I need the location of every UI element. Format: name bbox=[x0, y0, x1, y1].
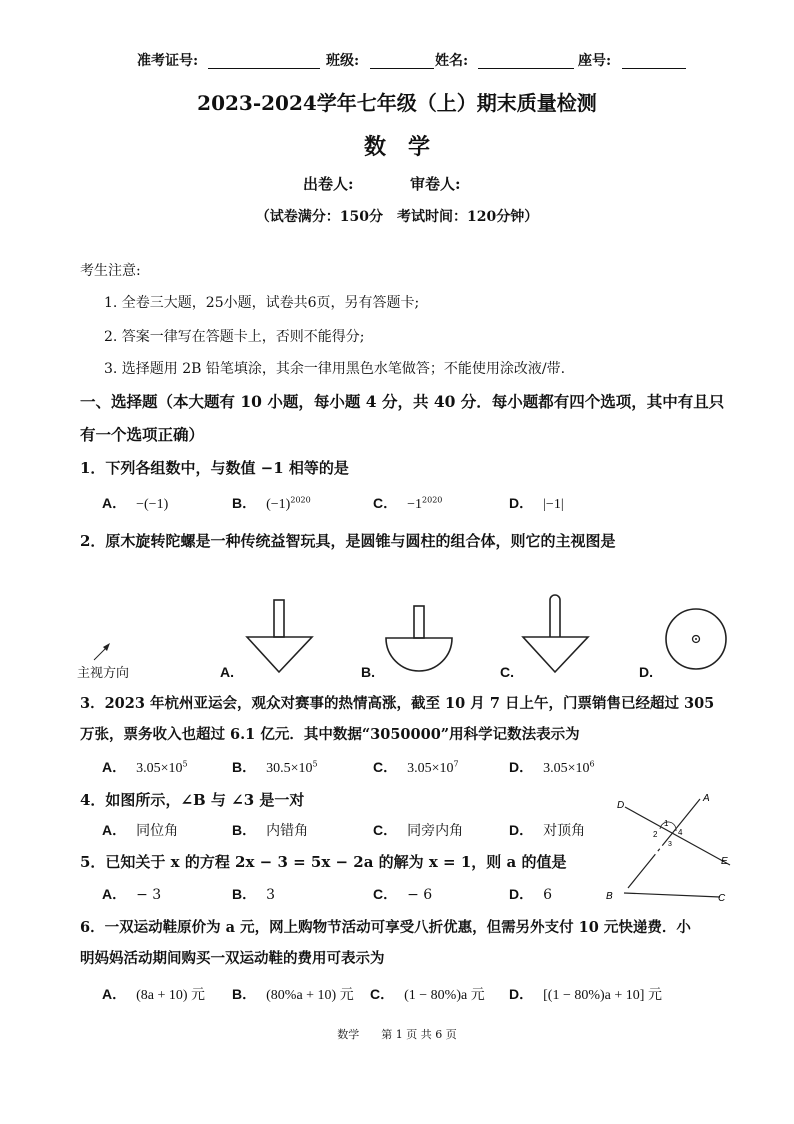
question-4-figure bbox=[600, 785, 750, 910]
option-c[interactable]: C． − 6 bbox=[373, 886, 433, 903]
notice-item: 2. 答案一律写在答题卡上，否则不能得分; bbox=[104, 329, 365, 345]
class-label: 班级: bbox=[326, 53, 360, 69]
point-label-d: D bbox=[617, 800, 625, 811]
exam-id-field[interactable] bbox=[208, 68, 320, 69]
option-b-label[interactable]: B. bbox=[361, 664, 375, 680]
option-a[interactable]: A． −(−1) bbox=[102, 495, 169, 512]
angle-label-3: 3 bbox=[668, 841, 672, 848]
subject-title: 数 学 bbox=[363, 134, 430, 160]
option-a[interactable]: A． $3.05\times 10^5$ bbox=[102, 759, 188, 776]
seat-field[interactable] bbox=[622, 68, 686, 69]
option-d-figure[interactable] bbox=[666, 609, 726, 669]
option-a[interactable]: A． − 3 bbox=[102, 886, 162, 903]
angle-label-2: 2 bbox=[653, 830, 658, 839]
view-direction-label: 主视方向 bbox=[77, 666, 130, 681]
option-c-figure[interactable] bbox=[523, 595, 588, 672]
option-d[interactable]: D． [(1 − 80%)a + 10] 元 bbox=[509, 986, 662, 1003]
option-a-figure[interactable] bbox=[247, 600, 312, 672]
view-direction-arrow bbox=[94, 643, 110, 660]
name-label: 姓名: bbox=[435, 53, 469, 69]
seat-label: 座号: bbox=[578, 53, 612, 69]
notice-heading: 考生注意: bbox=[80, 263, 141, 279]
point-label-e: E bbox=[721, 856, 728, 867]
question-4: 4．如图所示，∠B 与 ∠3 是一对 bbox=[80, 791, 305, 809]
question-6-cont: 明妈妈活动期间购买一双运动鞋的费用可表示为 bbox=[80, 950, 385, 967]
option-d-label[interactable]: D. bbox=[639, 664, 653, 680]
name-field[interactable] bbox=[478, 68, 574, 69]
exam-title: 2023-2024学年七年级（上）期末质量检测 bbox=[197, 91, 597, 115]
option-b[interactable]: B． (80%a + 10) 元 bbox=[232, 986, 354, 1003]
question-3-cont: 万张，票务收入也超过 6.1 亿元．其中数据“3050000”用科学记数法表示为 bbox=[80, 726, 580, 743]
option-d[interactable]: D． 对顶角 bbox=[509, 822, 586, 839]
option-c[interactable]: C． 同旁内角 bbox=[373, 822, 464, 839]
point-label-c: C bbox=[718, 893, 726, 904]
question-5: 5．已知关于 x 的方程 2x − 3 = 5x − 2a 的解为 x = 1，则 a 的值是 bbox=[80, 853, 567, 871]
option-c[interactable]: C． $-1^{2020}$ bbox=[373, 495, 443, 512]
point-label-a: A bbox=[703, 793, 710, 804]
option-d[interactable]: D． $3.05\times 10^6$ bbox=[509, 759, 595, 776]
section-heading-cont: 有一个选项正确） bbox=[80, 425, 205, 444]
setter-label: 出卷人: bbox=[303, 175, 354, 193]
exam-meta: （试卷满分：150分 考试时间：120分钟） bbox=[255, 209, 539, 225]
option-d[interactable]: D． 6 bbox=[509, 886, 553, 903]
reviewer-label: 审卷人: bbox=[410, 175, 461, 193]
option-b[interactable]: B． $(-1)^{2020}$ bbox=[232, 495, 311, 512]
question-2: 2．原木旋转陀螺是一种传统益智玩具，是圆锥与圆柱的组合体，则它的主视图是 bbox=[80, 532, 616, 550]
option-c[interactable]: C． $3.05\times 10^7$ bbox=[373, 759, 459, 776]
option-d[interactable]: D． |−1| bbox=[509, 495, 564, 512]
question-1: 1．下列各组数中，与数值 −1 相等的是 bbox=[80, 459, 349, 477]
point-label-b: B bbox=[606, 891, 613, 902]
option-c-label[interactable]: C. bbox=[500, 664, 514, 680]
exam-id-label: 准考证号: bbox=[137, 53, 199, 69]
option-b-figure[interactable] bbox=[386, 606, 452, 671]
option-a[interactable]: A． (8a + 10) 元 bbox=[102, 986, 206, 1003]
notice-item: 1. 全卷三大题，25小题，试卷共6页，另有答题卡; bbox=[104, 295, 420, 311]
page-footer: 数学 第 1 页 共 6 页 bbox=[337, 1028, 457, 1041]
question-3: 3．2023 年杭州亚运会，观众对赛事的热情高涨，截至 10 月 7 日上午，门票销售已经超过 305 bbox=[80, 695, 715, 712]
option-b[interactable]: B． $30.5\times 10^5$ bbox=[232, 759, 318, 776]
option-a[interactable]: A． 同位角 bbox=[102, 822, 179, 839]
option-b[interactable]: B． 内错角 bbox=[232, 822, 309, 839]
option-c[interactable]: C． (1 − 80%)a 元 bbox=[370, 986, 485, 1003]
section-heading: 一、选择题（本大题有 10 小题，每小题 4 分，共 40 分．每小题都有四个选项，其中有且只 bbox=[80, 392, 725, 411]
option-a-label[interactable]: A. bbox=[220, 664, 234, 680]
notice-item: 3. 选择题用 2B 铅笔填涂，其余一律用黑色水笔做答；不能使用涂改液/带. bbox=[104, 361, 566, 377]
option-b[interactable]: B． 3 bbox=[232, 886, 276, 903]
angle-label-1: 1 bbox=[664, 819, 669, 828]
angle-label-4: 4 bbox=[678, 828, 683, 837]
question-6: 6．一双运动鞋原价为 a 元，网上购物节活动可享受八折优惠，但需另外支付 10 元快递费．小 bbox=[80, 919, 691, 936]
class-field[interactable] bbox=[370, 68, 434, 69]
